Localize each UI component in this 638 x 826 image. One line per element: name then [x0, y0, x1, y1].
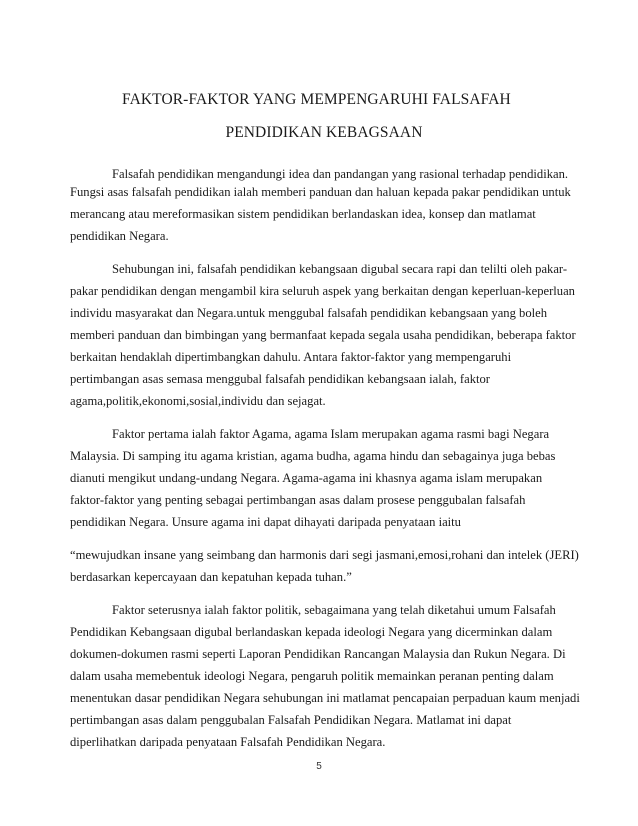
paragraph-line: Pendidikan Kebangsaan digubal berlandaskan kepada ideologi Negara yang dicerminkan dalam: [70, 625, 553, 639]
quote-line: berdasarkan kepercayaan dan kepatuhan kepada tuhan.”: [70, 570, 352, 584]
paragraph-line: Fungsi asas falsafah pendidikan ialah memberi panduan dan haluan kepada pakar pendidikan untuk: [70, 185, 571, 199]
paragraph-line: dianuti mengikut undang-undang Negara. Agama-agama ini khasnya agama islam merupakan: [70, 471, 543, 485]
page-title-line-1: FAKTOR-FAKTOR YANG MEMPENGARUHI FALSAFAH: [122, 91, 511, 108]
paragraph-line: Faktor pertama ialah faktor Agama, agama Islam merupakan agama rasmi bagi Negara: [112, 427, 550, 441]
paragraph-line: memberi panduan dan bimbingan yang bermanfaat kepada segala usaha pendidikan, beberapa faktor: [70, 328, 576, 342]
paragraph-line: berkaitan hendaklah dipertimbangkan dahulu. Antara faktor-faktor yang mempengaruhi: [70, 350, 512, 364]
paragraph-line: individu masyarakat dan Negara.untuk menggubal falsafah pendidikan kebangsaan yang boleh: [70, 306, 548, 320]
paragraph-line: dalam usaha memebentuk ideologi Negara, pengaruh politik memainkan peranan penting dalam: [70, 669, 554, 683]
paragraph-line: pendidikan Negara. Unsure agama ini dapat dihayati daripada penyataan iaitu: [70, 515, 461, 529]
paragraph-line: agama,politik,ekonomi,sosial,individu dan sejagat.: [70, 394, 326, 408]
paragraph-line: Falsafah pendidikan mengandungi idea dan pandangan yang rasional terhadap pendidikan.: [112, 167, 569, 181]
paragraph-line: Faktor seterusnya ialah faktor politik, sebagaimana yang telah diketahui umum Falsafah: [112, 603, 556, 617]
paragraph-line: diperlihatkan daripada penyataan Falsafah Pendidikan Negara.: [70, 735, 386, 749]
page-title-line-2: PENDIDIKAN KEBAGSAAN: [225, 124, 423, 141]
paragraph-line: dokumen-dokumen rasmi seperti Laporan Pendidikan Rancangan Malaysia dan Rukun Negara. Di: [70, 647, 566, 661]
paragraph-line: menentukan dasar pendidikan Negara sehubungan ini matlamat pencapaian perpaduan kaum menjadi: [70, 691, 580, 705]
paragraph-line: Malaysia. Di samping itu agama kristian, agama budha, agama hindu dan sebagainya juga bebas: [70, 449, 556, 463]
paragraph-line: pertimbangan asas semasa menggubal falsafah pendidikan kebangsaan ialah, faktor: [70, 372, 490, 386]
paragraph-line: faktor-faktor yang penting sebagai pertimbangan asas dalam prosese penggubalan falsafah: [70, 493, 526, 507]
page-number: 5: [316, 761, 322, 772]
paragraph-line: Sehubungan ini, falsafah pendidikan kebangsaan digubal secara rapi dan telilti oleh pakar-: [112, 262, 568, 276]
paragraph-line: pertimbangan asas dalam penggubalan Falsafah Pendidikan Negara. Matlamat ini dapat: [70, 713, 512, 727]
paragraph-line: pendidikan Negara.: [70, 229, 169, 243]
paragraph-line: pakar pendidikan dengan mengambil kira seluruh aspek yang berkaitan dengan keperluan-keperluan: [70, 284, 575, 298]
paragraph-line: merancang atau mereformasikan sistem pendidikan berlandaskan idea, konsep dan matlamat: [70, 207, 536, 221]
quote-line: “mewujudkan insane yang seimbang dan harmonis dari segi jasmani,emosi,rohani dan intelek (JERI): [70, 548, 579, 562]
